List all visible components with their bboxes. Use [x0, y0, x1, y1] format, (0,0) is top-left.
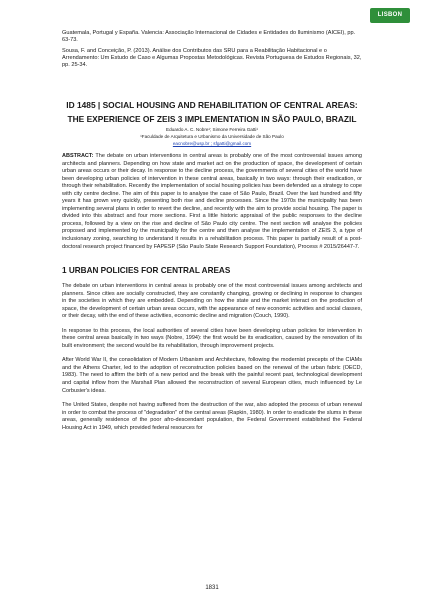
author-affiliation: ¹Faculdade de Arquitetura e Urbanismo da Universidade de São Paulo [140, 134, 284, 139]
title-line: ID 1485 | SOCIAL HOUSING AND REHABILITATION OF CENTRAL AREAS: [66, 100, 358, 110]
reference-item: Sousa, F. and Conceição, P. (2013). Análise dos Contributos das SRU para a Reabilitação Habitacional e o Arrendamento: Um Estudo de Caso e Algumas Propostas Metodológicas. Revista Portuguesa de Estudos Regionais, 32, pp. 25-34. [62, 47, 362, 69]
author-names: Eduardo A. C. Nobre¹; Simone Ferreira Gatti¹ [166, 127, 258, 132]
page-number: 1831 [205, 585, 219, 591]
body-paragraph: In response to this process, the local authorities of several cities have been developing urban policies for intervention in these central areas basically in two ways (Nobre, 1994): the first would be its eradication, caused by the renovation of its built environment; the second would be its rehabilitation, through improvement projects. [62, 327, 362, 349]
author-emails[interactable]: eacnobre@usp.br ; sfgatti@gmail.com [172, 141, 252, 146]
abstract-text: The debate on urban interventions in central areas is probably one of the most controversial issues among architects and planners. Depending on how state and market act on the production of space, the development of certain urban areas occurs or their decay. In response to the decline process, the governments of several cities of the world have been developing urban policies of intervention in these central areas, basically in two ways: through their eradication, or through their rehabilitation. Recently the implementation of social housing policies has been defended as a strategy to cope with city centre decline. The aim of this paper is to analyse the case of São Paulo, Brazil. Over the last hundred and fifty years it has grown very quickly, presenting both rise and decline processes. Since the 1970s the municipality has been implementing several plans in order to revert the decline, and recently with the aim to provide social housing. The paper is divided into this abstract and four more sections. First a little historic appraisal of the public responses to the decline process, followed by a view on the rise and decline of São Paulo city centre. The next section will analyse the policies proposed and implemented by the municipality for the centre and then analyse the implementation of ZEIS 3, a type of inclusionary zoning, searching to understand it results in a rehabilitation process. This paper is partially result of a post-doctoral research project financed by FAPESP (São Paulo State Research Support Foundation), Process # 2015/26447-7. [62, 153, 362, 250]
body-paragraph: The United States, despite not having suffered from the destruction of the war, also adopted the process of urban renewal in order to combat the process of "degradation" of the central areas (Rapkin, 1980). In order to eradicate the slums in these areas, generally residence of the poor afro-descendant population, the Federal Government established the Federal Housing Act in 1949, which provided federal resources for [62, 402, 362, 431]
section-heading: 1 URBAN POLICIES FOR CENTRAL AREAS [62, 266, 231, 275]
conference-logo: LISBON [370, 8, 410, 23]
abstract [62, 153, 362, 251]
abstract-label: ABSTRACT: [62, 153, 94, 159]
paper-title [62, 98, 362, 126]
title-line: THE EXPERIENCE OF ZEIS 3 IMPLEMENTATION IN SÃO PAULO, BRAZIL [67, 114, 357, 124]
body-paragraph: After World War II, the consolidation of Modern Urbanism and Architecture, following the modernist precepts of the CIAMs and the Athens Charter, led to the adoption of reconstruction policies based on the renewal of the urban fabric (OECD, 1983). The need to affirm the birth of a new period and the break with the painful recent past, technological development and capital inflow from the Marshall Plan allowed the reconstruction of several European cities, much influenced by Le Corbusier's ideas. [62, 357, 362, 394]
reference-item: Guatemala, Portugal y España. Valencia: Associação Internacional de Cidades e Entidades do Iluminismo (AICEI), pp. 63-73. [62, 30, 356, 44]
section-body [62, 283, 362, 439]
reference-list [62, 30, 362, 72]
body-paragraph: The debate on urban interventions in central areas is probably one of the most controversial issues among architects and planners. Since cities are socially constructed, they are constantly changing, growing or declining in response to changes in the societies in which they are embedded. Depending on how the state and the market interact on the production of space, the development of certain urban areas occurs, with the appearance of new economic activities and social classes, or their decay, with the end of these activities, economic decline and migration (Couch, 1990). [62, 283, 362, 320]
author-block [62, 126, 362, 147]
